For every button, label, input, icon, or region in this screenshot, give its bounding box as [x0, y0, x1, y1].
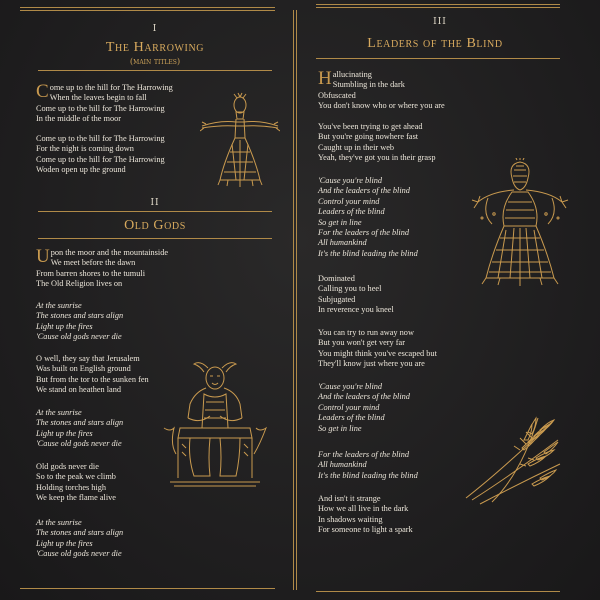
lyric-line: We stand on heathen land	[36, 385, 122, 395]
chorus	[318, 176, 418, 259]
lyric-line: And the leaders of the blind	[318, 186, 410, 196]
lyric-line: Holding torches high	[36, 482, 107, 492]
song-title: Leaders of the Blind	[367, 36, 503, 51]
lyric-line: So get in line	[318, 423, 362, 433]
wicker-figure-icon	[470, 158, 570, 286]
title-underline	[316, 58, 560, 59]
chorus	[36, 518, 123, 560]
chorus	[318, 382, 410, 434]
lyric-line: ome up to the hill for The Harrowing	[49, 83, 173, 92]
lyric-line: Control your mind	[318, 196, 380, 206]
lyric-line: When the leaves begin to fall	[49, 93, 147, 103]
lyric-line: We meet before the dawn	[50, 258, 136, 268]
lyric-line: Was built on English ground	[36, 364, 131, 374]
lyric-line: O well, they say that Jerusalem	[36, 354, 140, 363]
lyric-line: 'Cause old gods never die	[36, 549, 122, 559]
title-underline	[38, 70, 272, 71]
lyric-line: Light up the fires	[36, 538, 93, 548]
stanza	[318, 274, 394, 316]
stanza	[36, 354, 149, 396]
stanza	[36, 462, 116, 504]
lyric-line: Come up to the hill for The Harrowing	[36, 154, 165, 164]
lyric-line: But you won't get very far	[318, 338, 405, 348]
lyric-line: You don't know who or where you are	[318, 101, 445, 111]
lyric-line: Old gods never die	[36, 462, 99, 471]
lyric-line: The Old Religion lives on	[36, 279, 123, 289]
chorus	[318, 450, 418, 481]
lyric-line: For someone to light a spark	[318, 525, 413, 535]
wheat-sheaf-icon	[462, 410, 562, 505]
lyric-line: From barren shores to the tumuli	[36, 268, 145, 278]
drop-cap: U	[36, 246, 50, 267]
lyric-line: Subjugated	[318, 294, 356, 304]
bottom-rule-right	[316, 591, 560, 592]
lyric-line: You can try to run away now	[318, 328, 414, 337]
lyric-line: It's the blind leading the blind	[318, 470, 418, 480]
lyric-line: They'll know just where you are	[318, 359, 425, 369]
lyric-line: But you're going nowhere fast	[318, 132, 419, 142]
lyric-line: Come up to the hill for The Harrowing	[36, 134, 165, 143]
lyric-line: Leaders of the blind	[318, 207, 385, 217]
lyric-line: Calling you to heel	[318, 284, 382, 294]
lyric-line: How we all live in the dark	[318, 504, 409, 514]
lyric-line: Light up the fires	[36, 321, 93, 331]
corn-dolly-icon	[200, 92, 280, 188]
top-rule-right-2	[316, 7, 560, 8]
lyric-line: pon the moor and the mountainside	[50, 248, 169, 257]
lyric-line: For the night is coming down	[36, 144, 134, 154]
lyric-line: For the leaders of the blind	[318, 450, 410, 459]
lyric-line: Dominated	[318, 274, 355, 283]
lyric-line: 'Cause you're blind	[318, 382, 383, 391]
section-numeral: III	[433, 17, 447, 27]
lyric-line: And the leaders of the blind	[318, 392, 410, 402]
lyric-line: So to the peak we climb	[36, 472, 116, 482]
song-title: The Harrowing	[105, 40, 205, 55]
lyric-line: allucinating	[332, 70, 372, 79]
lyric-line: For the leaders of the blind	[318, 228, 410, 238]
song-subtitle: (main titles)	[129, 57, 181, 67]
drop-cap: C	[36, 81, 49, 102]
stanza	[36, 81, 173, 125]
lyric-line: Obfuscated	[318, 90, 356, 100]
chorus	[36, 408, 123, 450]
lyric-line: You've been trying to get ahead	[318, 122, 423, 131]
lyric-line: Come up to the hill for The Harrowing	[36, 103, 165, 113]
lyric-line: The stones and stars align	[36, 528, 124, 538]
lyric-line: You might think you've escaped but	[318, 348, 437, 358]
lyric-line: All humankind	[318, 460, 367, 470]
lyric-line: 'Cause old gods never die	[36, 332, 122, 342]
column-divider-2	[296, 10, 297, 590]
lyric-line: The stones and stars align	[36, 418, 124, 428]
section-numeral: I	[152, 24, 158, 34]
lyric-line: At the sunrise	[36, 408, 82, 417]
lyric-line: 'Cause old gods never die	[36, 439, 122, 449]
lyric-line: Stumbling in the dark	[332, 80, 405, 90]
horned-god-icon	[160, 358, 270, 488]
lyric-line: Caught up in their web	[318, 142, 395, 152]
stanza	[318, 494, 413, 536]
stanza	[36, 134, 165, 176]
lyric-line: Woden open up the ground	[36, 165, 126, 175]
lyric-line: In shadows waiting	[318, 514, 383, 524]
column-divider	[293, 10, 294, 590]
bottom-rule-left	[20, 588, 275, 589]
song-title: Old Gods	[124, 218, 186, 233]
title-overline	[38, 211, 272, 212]
lyric-line: In the middle of the moor	[36, 114, 122, 124]
drop-cap: H	[318, 68, 332, 89]
lyric-line: The stones and stars align	[36, 311, 124, 321]
lyric-line: All humankind	[318, 238, 367, 248]
lyric-line: Light up the fires	[36, 428, 93, 438]
stanza	[36, 246, 169, 290]
top-rule-right	[316, 4, 560, 5]
section-numeral: II	[150, 198, 160, 208]
lyric-line: And isn't it strange	[318, 494, 381, 503]
lyric-line: In reverence you kneel	[318, 305, 394, 315]
stanza	[318, 70, 445, 112]
lyric-line: At the sunrise	[36, 301, 82, 310]
lyric-line: It's the blind leading the blind	[318, 248, 418, 258]
top-rule-left-2	[20, 10, 275, 11]
stanza	[318, 122, 435, 164]
stanza	[318, 328, 437, 370]
lyric-line: 'Cause you're blind	[318, 176, 383, 185]
chorus	[36, 301, 123, 343]
lyric-line: Yeah, they've got you in their grasp	[318, 153, 436, 163]
lyric-line: At the sunrise	[36, 518, 82, 527]
lyric-line: So get in line	[318, 217, 362, 227]
lyric-line: But from the tor to the sunken fen	[36, 374, 149, 384]
lyric-line: Leaders of the blind	[318, 413, 385, 423]
lyric-line: We keep the flame alive	[36, 493, 116, 503]
top-rule-left	[20, 7, 275, 8]
lyric-line: Control your mind	[318, 402, 380, 412]
title-underline	[38, 238, 272, 239]
